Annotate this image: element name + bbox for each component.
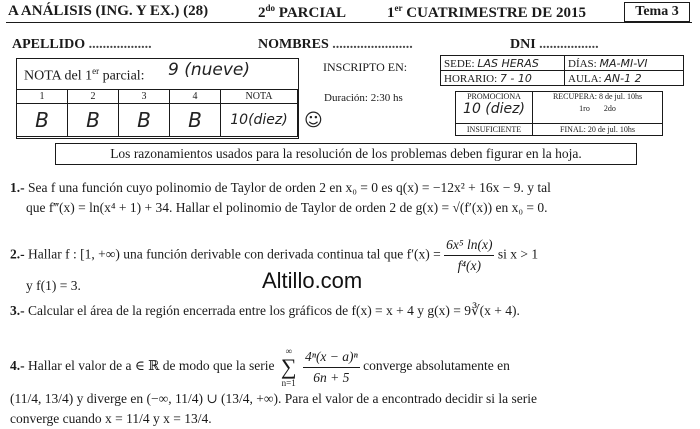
term-title: 1er CUATRIMESTRE DE 2015 [387,3,586,21]
problem-4: 4.- Hallar el valor de a ∈ ℝ de modo que la serie ∞ ∑ n=1 $\frac{\text{4ⁿ(x − a)ⁿ}}{6n + 5}$ converge absolutamente en (11/4, 13/4) y diverge en (−∞, 11/4) ∪ (13/4, +∞). Para el valor de a encontrado decidir si la serie converge cuando x = 11/4 y x = 13/4. [10,346,538,426]
grade-cell: B [170,104,221,137]
horario-cell: HORARIO: 7 - 10 [441,71,565,86]
grade-cell: B [17,104,68,137]
p2-fraction: $\frac{\text{6x⁵ ln(x)}}{\text{f⁴(x)}}$ [446,237,493,273]
sede-cell: SEDE: LAS HERAS [441,56,565,71]
notice-box: Los razonamientos usados para la resolución de los problemas deben figurar en la hoja. [55,143,637,165]
grades-col-header: 1 [17,90,68,104]
grades-table [16,89,298,137]
tema-badge: Tema 3 [624,2,690,22]
apellido-field: APELLIDO .................. [12,37,152,52]
grades-col-header: 2 [68,90,119,104]
dias-cell: DÍAS: MA-MI-VI [565,56,684,71]
nota-value: 9 (nueve) [168,60,251,80]
sede-table [440,55,684,86]
problem-1: 1.- Sea f una función cuyo polinomio de Taylor de orden 2 en x₀ = 0 es q(x) = −12x² + 16x − 9. y tal que f‴(x) = ln(x⁴ + 1) + 34. Hallar el polinomio de Taylor de orden 2 de g(x) = √(f′(x)) en x₀ = 0. [10,180,551,215]
grade-cell: B [68,104,119,137]
dni-field: DNI ................. [510,37,599,52]
grades-col-header: 3 [119,90,170,104]
aula-cell: AULA: AN-1 2 [565,71,684,86]
sum-symbol: ∞ ∑ n=1 [280,346,297,388]
inscripto-label: INSCRIPTO EN: [323,60,408,74]
duracion-label: Duración: 2:30 hs [324,92,403,104]
problem-3: 3.- Calcular el área de la región encerrada entre los gráficos de f(x) = x + 4 y g(x) = 9∛(x + 4). [10,303,520,318]
problem-2: 2.- Hallar f : [1, +∞) una función derivable con derivada continua tal que f′(x) = $\frac{\text{6x⁵ ln(x)}}{\text{f⁴(x)}}$ si x > 1 y f(1) = 3. [10,237,539,293]
grade-cell: B [119,104,170,137]
grade-cell-total: 10(diez) [221,104,298,137]
insuficiente-cell: INSUFICIENTE [456,124,533,136]
smiley-icon: ☺ [304,110,323,131]
exam-title: $2^{do}$ PARCIAL [258,3,346,21]
p4-fraction: $\frac{\text{4ⁿ(x − a)ⁿ}}{6n + 5}$ [304,348,358,385]
watermark: Altillo.com [262,268,363,293]
nombres-field: NOMBRES ....................... [258,37,413,52]
header-rule [6,22,692,23]
final-cell: FINAL: 20 de jul. 10hs [533,124,663,136]
promociona-cell: PROMOCIONA 10 (diez) [456,92,533,124]
course-title: A ANÁLISIS (ING. Y EX.) (28) [8,3,209,19]
result-table [455,91,663,136]
nota-label: NOTA del 1er parcial: [24,66,145,84]
recupera-cell: RECUPERA: 8 de jul. 10hs 1ro 2do [533,92,663,124]
grades-col-header: 4 [170,90,221,104]
grades-col-header: NOTA [221,90,298,104]
